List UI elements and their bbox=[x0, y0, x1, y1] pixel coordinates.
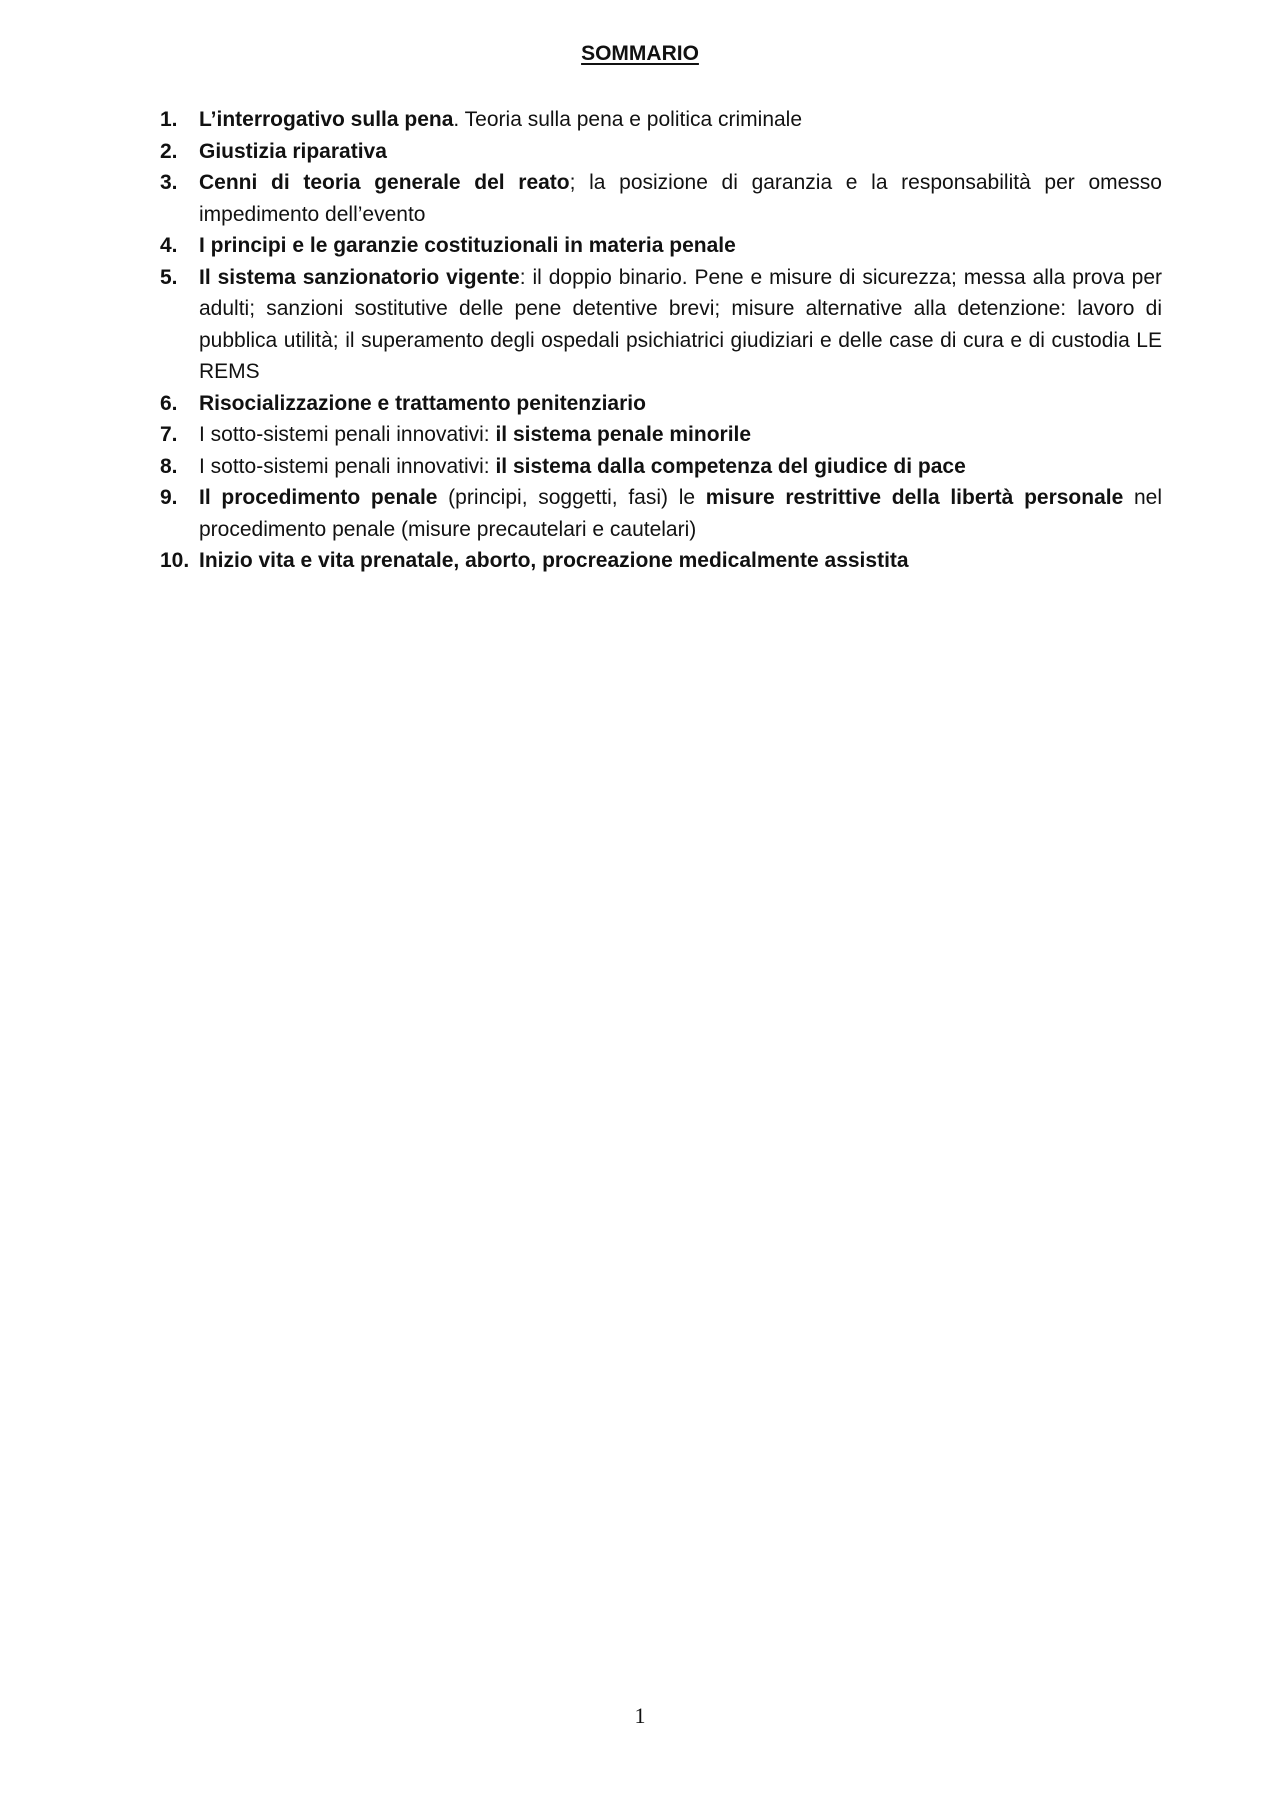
toc-item-bold-text: I principi e le garanzie costituzionali in materia penale bbox=[199, 234, 736, 257]
toc-item-text: I sotto-sistemi penali innovativi: bbox=[199, 423, 496, 446]
toc-item-bold-text: Giustizia riparativa bbox=[199, 139, 387, 163]
toc-item-bold-text: Cenni di teoria generale del reato bbox=[199, 171, 570, 194]
toc-item-1 bbox=[160, 104, 1162, 136]
toc-item-bold-text: il sistema dalla competenza del giudice di pace bbox=[495, 454, 966, 478]
page-number: 1 bbox=[634, 1703, 646, 1728]
toc-item-9 bbox=[160, 482, 1162, 545]
toc-item-8 bbox=[160, 451, 1162, 483]
table-of-contents bbox=[160, 104, 1162, 577]
toc-item-number: 6. bbox=[160, 391, 178, 415]
toc-item-bold-text-2: misure restrittive della libertà personale bbox=[705, 486, 1124, 509]
toc-item-number: 3. bbox=[160, 171, 178, 194]
toc-item-bold-text: L’interrogativo sulla pena bbox=[199, 108, 454, 131]
page-title: SOMMARIO bbox=[581, 42, 699, 65]
toc-item-6 bbox=[160, 388, 1162, 420]
toc-item-5 bbox=[160, 262, 1162, 388]
toc-item-bold-text: Il sistema sanzionatorio vigente bbox=[199, 265, 520, 289]
toc-item-2 bbox=[160, 136, 1162, 168]
toc-item-number: 9. bbox=[160, 486, 178, 509]
toc-item-number: 7. bbox=[160, 423, 178, 446]
toc-item-number: 10. bbox=[160, 549, 190, 572]
toc-item-text: : il doppio binario. Pene e misure di sicurezza; messa alla prova per adulti; sanzioni sostitutive delle pene detentive brevi; misure alternative alla detenzione: lavoro di pubblica utilità; il superamento degli ospedali psichiatrici giudiziari e delle case di cura e di custodia LE REMS bbox=[199, 265, 1163, 383]
toc-item-bold-text: il sistema penale minorile bbox=[495, 423, 752, 446]
toc-item-10 bbox=[160, 545, 1162, 577]
toc-item-4 bbox=[160, 230, 1162, 262]
toc-item-number: 8. bbox=[160, 454, 178, 478]
toc-item-text: . Teoria sulla pena e politica criminale bbox=[453, 108, 803, 131]
toc-item-number: 2. bbox=[160, 139, 178, 163]
toc-item-number: 1. bbox=[160, 108, 178, 131]
toc-item-bold-text: Risocializzazione e trattamento penitenziario bbox=[199, 391, 646, 415]
toc-item-text: ; la posizione di garanzia e la responsabilità per omesso impedimento dell’evento bbox=[199, 171, 1162, 226]
toc-item-number: 5. bbox=[160, 265, 178, 289]
toc-item-text: I sotto-sistemi penali innovativi: bbox=[199, 454, 496, 478]
toc-item-text-2: nel procedimento penale (misure precautelari e cautelari) bbox=[199, 486, 1163, 541]
toc-item-bold-text: Inizio vita e vita prenatale, aborto, procreazione medicalmente assistita bbox=[199, 549, 909, 572]
toc-item-number: 4. bbox=[160, 234, 178, 257]
toc-item-7 bbox=[160, 419, 1162, 451]
toc-item-text: (principi, soggetti, fasi) le bbox=[437, 486, 706, 509]
toc-item-bold-text: Il procedimento penale bbox=[199, 486, 438, 509]
toc-item-3 bbox=[160, 167, 1162, 230]
